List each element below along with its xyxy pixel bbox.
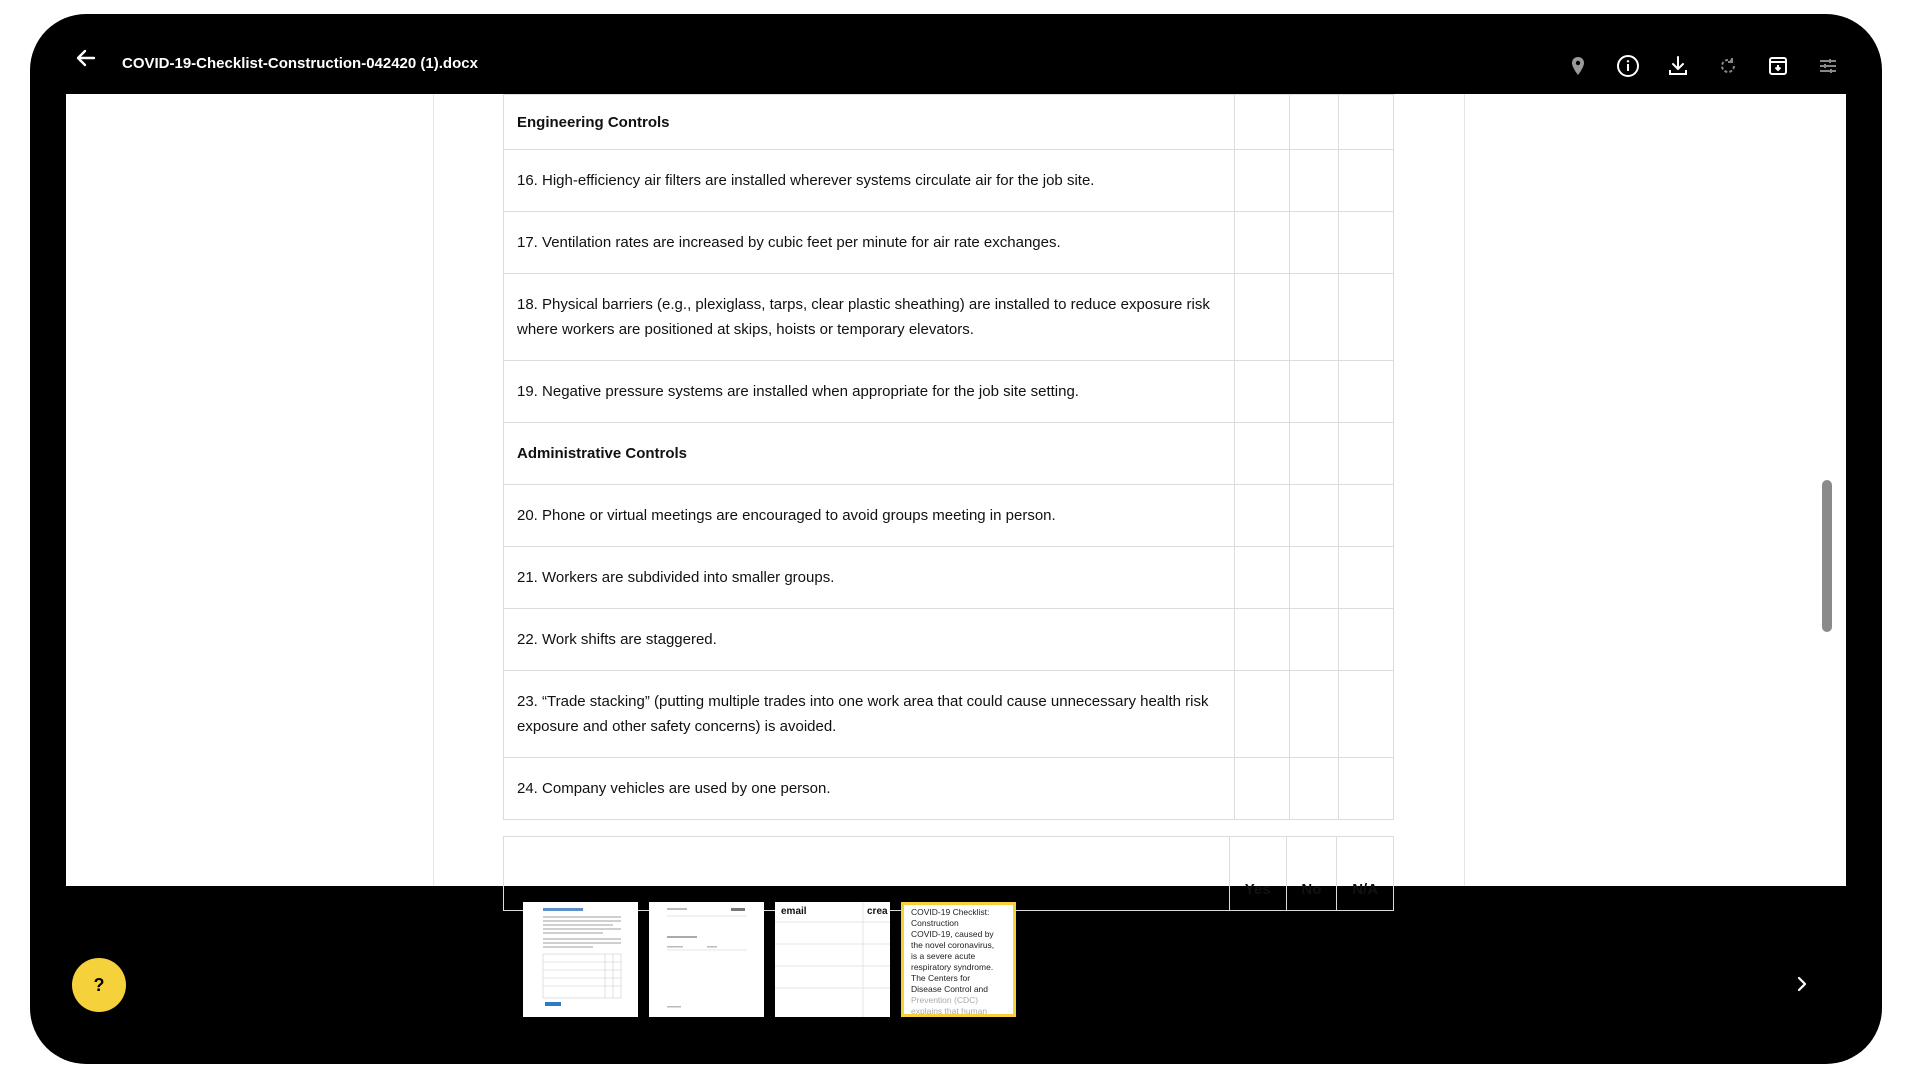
checklist-item: 22. Work shifts are staggered. (504, 609, 1235, 671)
next-chevron-icon[interactable] (1790, 972, 1814, 996)
thumb4-line: Prevention (CDC) (911, 995, 979, 1005)
checklist-table (503, 94, 1394, 820)
checklist-item: 16. High-efficiency air filters are installed wherever systems circulate air for the job site. (504, 150, 1235, 212)
checkbox-cell[interactable] (1339, 423, 1394, 485)
thumbnail-page-2[interactable] (649, 902, 764, 1017)
thumb4-line: COVID-19, caused by (911, 929, 994, 939)
checkbox-cell[interactable] (1290, 609, 1339, 671)
checkbox-cell[interactable] (1290, 150, 1339, 212)
checkbox-cell[interactable] (1339, 274, 1394, 361)
download-icon[interactable] (1664, 52, 1692, 80)
checkbox-cell[interactable] (1235, 361, 1290, 423)
checkbox-cell[interactable] (1235, 423, 1290, 485)
info-icon[interactable] (1614, 52, 1642, 80)
settings-sliders-icon[interactable] (1814, 52, 1842, 80)
checklist-item: 20. Phone or virtual meetings are encouraged to avoid groups meeting in person. (504, 485, 1235, 547)
checkbox-cell[interactable] (1290, 671, 1339, 758)
thumb4-line: is a severe acute (911, 951, 976, 961)
document-page (433, 94, 1465, 898)
rotate-icon[interactable] (1714, 52, 1742, 80)
next-table-header (503, 836, 1394, 911)
checkbox-cell[interactable] (1339, 609, 1394, 671)
thumb3-email-label: email (781, 906, 807, 917)
thumbnail-page-1[interactable] (523, 902, 638, 1017)
checkbox-cell[interactable] (1339, 485, 1394, 547)
checkbox-cell[interactable] (1290, 423, 1339, 485)
checkbox-cell[interactable] (1290, 547, 1339, 609)
thumb4-line: COVID-19 Checklist: (911, 907, 990, 917)
checkbox-cell[interactable] (1339, 95, 1394, 150)
checkbox-cell[interactable] (1290, 95, 1339, 150)
thumb4-line: Construction (911, 918, 959, 928)
checkbox-cell[interactable] (1290, 212, 1339, 274)
thumbnail-page-4-selected[interactable] (901, 902, 1016, 1017)
thumb4-line: respiratory syndrome. (911, 962, 994, 972)
checklist-item: 21. Workers are subdivided into smaller groups. (504, 547, 1235, 609)
device-frame (30, 14, 1882, 1064)
column-no: No (1286, 837, 1337, 911)
thumb4-line: explains that human (911, 1006, 988, 1016)
checklist-item: 18. Physical barriers (e.g., plexiglass, tarps, clear plastic sheathing) are installed to reduce exposure risk where workers are positioned at skips, hoists or temporary elevators. (504, 274, 1235, 361)
checkbox-cell[interactable] (1290, 758, 1339, 820)
thumb3-crea-label: crea (867, 906, 888, 917)
checkbox-cell[interactable] (1339, 671, 1394, 758)
vertical-scrollbar[interactable] (1822, 480, 1832, 632)
checklist-item: 23. “Trade stacking” (putting multiple trades into one work area that could cause unnecessary health risk exposure and other safety concerns) is avoided. (504, 671, 1235, 758)
checklist-item: 19. Negative pressure systems are installed when appropriate for the job site setting. (504, 361, 1235, 423)
checkbox-cell[interactable] (1339, 758, 1394, 820)
thumb4-line: The Centers for (911, 973, 971, 983)
checklist-item: 24. Company vehicles are used by one person. (504, 758, 1235, 820)
checkbox-cell[interactable] (1235, 150, 1290, 212)
checkbox-cell[interactable] (1339, 212, 1394, 274)
checkbox-cell[interactable] (1235, 485, 1290, 547)
column-yes: Yes (1229, 837, 1286, 911)
checkbox-cell[interactable] (1235, 274, 1290, 361)
checklist-item: 17. Ventilation rates are increased by cubic feet per minute for air rate exchanges. (504, 212, 1235, 274)
document-viewer[interactable] (66, 94, 1846, 898)
checkbox-cell[interactable] (1290, 485, 1339, 547)
checkbox-cell[interactable] (1290, 274, 1339, 361)
section-heading-engineering: Engineering Controls (504, 95, 1235, 150)
checkbox-cell[interactable] (1235, 547, 1290, 609)
checkbox-cell[interactable] (1235, 609, 1290, 671)
top-bar (30, 14, 1882, 94)
checkbox-cell[interactable] (1339, 547, 1394, 609)
column-na: N/A (1337, 837, 1394, 911)
help-button[interactable]: ? (72, 958, 126, 1012)
checkbox-cell[interactable] (1235, 758, 1290, 820)
location-pin-icon[interactable] (1564, 52, 1592, 80)
thumb4-line: Disease Control and (911, 984, 989, 994)
page-thumbnails (523, 902, 1016, 1017)
header-blank-cell (504, 837, 1230, 911)
checkbox-cell[interactable] (1290, 361, 1339, 423)
back-arrow-icon[interactable] (72, 44, 100, 72)
thumb4-line: the novel coronavirus, (911, 940, 995, 950)
checkbox-cell[interactable] (1235, 95, 1290, 150)
section-heading-administrative: Administrative Controls (504, 423, 1235, 485)
checkbox-cell[interactable] (1339, 150, 1394, 212)
toolbar-actions (1564, 52, 1842, 80)
checkbox-cell[interactable] (1235, 212, 1290, 274)
archive-icon[interactable] (1764, 52, 1792, 80)
thumbnail-page-3[interactable] (775, 902, 890, 1017)
document-title: COVID-19-Checklist-Construction-042420 (1).docx (122, 55, 478, 72)
checkbox-cell[interactable] (1235, 671, 1290, 758)
checkbox-cell[interactable] (1339, 361, 1394, 423)
